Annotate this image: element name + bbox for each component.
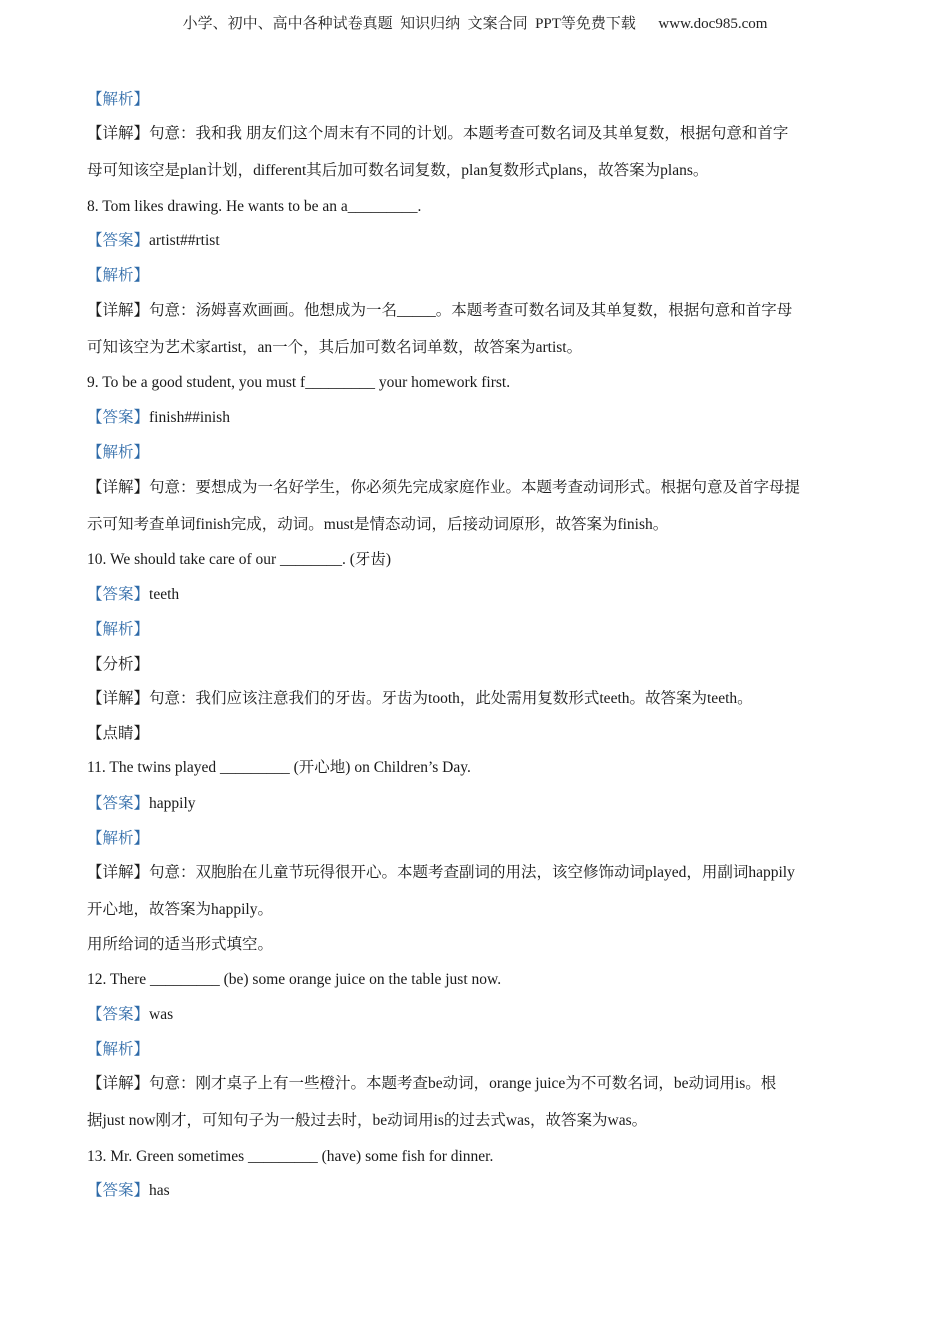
question-10 [87, 550, 391, 570]
line-text: 据just now刚才，可知句子为一般过去时，be动词用is的过去式was，故答案为was。 [87, 1112, 648, 1129]
line-text: 句意：我和我 朋友们这个周末有不同的计划。本题考查可数名词及其单复数，根据句意和首字 [149, 125, 789, 142]
analysis-tag: 【解析】 [87, 91, 150, 108]
answer-line [87, 1005, 173, 1025]
detail-line [87, 124, 788, 144]
detail-tag: 【详解】 [87, 125, 150, 142]
analysis-label-line [87, 829, 149, 849]
detail-line [87, 863, 795, 883]
continuation-line [87, 338, 582, 358]
continuation-line [87, 900, 273, 920]
line-text: 开心地，故答案为happily。 [87, 901, 273, 918]
line-text: 句意：我们应该注意我们的牙齿。牙齿为tooth，此处需用复数形式teeth。故答案为teeth。 [149, 690, 753, 707]
analysis-label-line [87, 620, 149, 640]
question-text: 10. We should take care of our ________. (牙齿) [87, 551, 392, 568]
answer-line [87, 794, 196, 814]
answer-line [87, 585, 179, 605]
answer-text: finish##inish [149, 409, 230, 426]
analysis-section-tag: 【分析】 [87, 656, 150, 673]
detail-line [87, 301, 792, 321]
question-13 [87, 1147, 493, 1167]
line-text: 句意：双胞胎在儿童节玩得很开心。本题考查副词的用法，该空修饰动词played，用副词happily [149, 864, 795, 881]
question-text: 12. There _________ (be) some orange juice on the table just now. [87, 971, 502, 988]
analysis-label-line [87, 266, 149, 286]
continuation-line [87, 1111, 647, 1131]
analysis-tag: 【解析】 [87, 267, 150, 284]
question-11 [87, 758, 471, 778]
answer-text: happily [149, 795, 196, 812]
analysis-tag: 【解析】 [87, 621, 150, 638]
answer-tag: 【答案】 [87, 1182, 150, 1199]
question-8 [87, 197, 421, 217]
line-text: 句意：要想成为一名好学生，你必须先完成家庭作业。本题考查动词形式。根据句意及首字母提 [149, 479, 801, 496]
continuation-line [87, 161, 708, 181]
analysis-label-line [87, 90, 149, 110]
note-line [87, 724, 149, 744]
answer-text: teeth [149, 586, 180, 603]
detail-tag: 【详解】 [87, 1075, 150, 1092]
question-9 [87, 373, 510, 393]
detail-tag: 【详解】 [87, 302, 150, 319]
question-text: 8. Tom likes drawing. He wants to be an a_________. [87, 198, 422, 215]
analysis-label-line [87, 443, 149, 463]
answer-text: has [149, 1182, 170, 1199]
question-12 [87, 970, 501, 990]
page-header: 小学、初中、高中各种试卷真题 知识归纳 文案合同 PPT等免费下载 www.doc985.com [182, 16, 768, 32]
answer-tag: 【答案】 [87, 409, 150, 426]
line-text: 可知该空为艺术家artist，an一个，其后加可数名词单数，故答案为artist。 [87, 339, 583, 356]
detail-tag: 【详解】 [87, 690, 150, 707]
section-instruction [87, 935, 273, 955]
answer-tag: 【答案】 [87, 586, 150, 603]
analysis-section-line [87, 655, 149, 675]
analysis-tag: 【解析】 [87, 444, 150, 461]
question-text: 9. To be a good student, you must f_________ your homework first. [87, 374, 511, 391]
detail-line [87, 1074, 776, 1094]
question-text: 11. The twins played _________ (开心地) on Children’s Day. [87, 759, 471, 776]
answer-tag: 【答案】 [87, 795, 150, 812]
detail-tag: 【详解】 [87, 864, 150, 881]
detail-tag: 【详解】 [87, 479, 150, 496]
analysis-tag: 【解析】 [87, 830, 150, 847]
answer-line [87, 231, 220, 251]
line-text: 母可知该空是plan计划，different其后加可数名词复数，plan复数形式plans，故答案为plans。 [87, 162, 709, 179]
question-text: 13. Mr. Green sometimes _________ (have) some fish for dinner. [87, 1148, 494, 1165]
analysis-tag: 【解析】 [87, 1041, 150, 1058]
answer-text: artist##rtist [149, 232, 220, 249]
continuation-line [87, 515, 668, 535]
analysis-label-line [87, 1040, 149, 1060]
answer-tag: 【答案】 [87, 1006, 150, 1023]
answer-line [87, 1181, 170, 1201]
detail-line [87, 689, 753, 709]
note-tag: 【点睛】 [87, 725, 150, 742]
line-text: 示可知考查单词finish完成，动词。must是情态动词，后接动词原形，故答案为finish。 [87, 516, 669, 533]
line-text: 句意：汤姆喜欢画画。他想成为一名_____。本题考查可数名词及其单复数，根据句意和首字母 [149, 302, 793, 319]
answer-line [87, 408, 230, 428]
line-text: 句意：刚才桌子上有一些橙汁。本题考查be动词，orange juice为不可数名词，be动词用is。根 [149, 1075, 777, 1092]
answer-tag: 【答案】 [87, 232, 150, 249]
answer-text: was [149, 1006, 174, 1023]
line-text: 用所给词的适当形式填空。 [87, 936, 274, 953]
detail-line [87, 478, 800, 498]
